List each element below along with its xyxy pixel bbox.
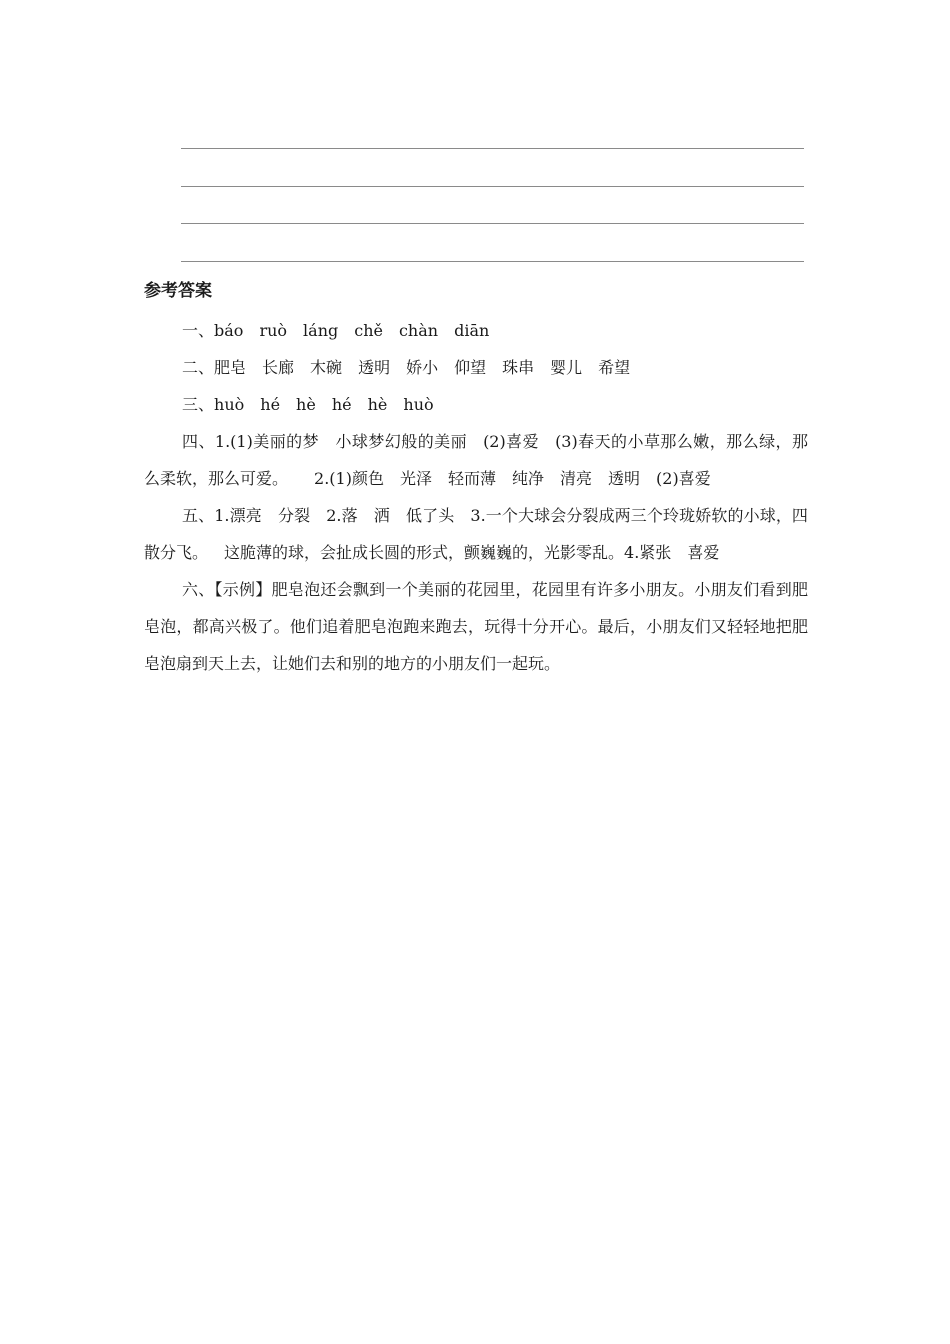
q4-part2-num: 2. [314, 469, 330, 488]
q5-part1-b: 分裂 [277, 506, 311, 525]
q3-item: hè [367, 395, 388, 414]
answer-key [144, 276, 808, 682]
writing-line [181, 261, 804, 262]
answer-q3 [144, 386, 808, 423]
q2-label: 二、 [182, 358, 215, 377]
q4-part1-c: (2)喜爱 [483, 432, 540, 451]
q5-label: 五、 [182, 506, 215, 525]
q1-item: ruò [259, 321, 288, 340]
q4-part1-num: 1. [214, 432, 231, 451]
q3-item: hé [260, 395, 281, 414]
q2-item: 木碗 [310, 358, 343, 377]
answer-q6 [144, 571, 808, 682]
q5-part2-c: 低了头 [405, 506, 455, 525]
q3-item: hè [296, 395, 316, 414]
q2-item: 仰望 [454, 358, 487, 377]
q5-part2-b: 洒 [373, 506, 390, 525]
q4-part2-b: (2)喜爱 [656, 469, 711, 488]
q4-part2-item: 透明 [608, 469, 641, 488]
q2-item: 婴儿 [550, 358, 583, 377]
answer-key-title: 参考答案 [144, 281, 212, 301]
answer-q2 [144, 349, 808, 386]
q5-part3: 3.一个大球会分裂成两三个玲珑娇软的小球，四散分飞。 [144, 506, 808, 562]
q2-item: 娇小 [406, 358, 439, 377]
q1-label: 一、 [182, 321, 215, 340]
q1-item: chě [354, 321, 383, 340]
answer-q4 [144, 423, 808, 497]
q2-item: 珠串 [502, 358, 535, 377]
q1-item: báo [214, 321, 244, 340]
q6-example-tag: 【示例】 [214, 580, 272, 599]
q4-label: 四、 [182, 432, 215, 451]
q4-part1-b: 小球梦幻般的美丽 [335, 432, 468, 451]
q6-label: 六、 [182, 580, 215, 599]
answer-q1 [144, 312, 808, 349]
q1-item: chàn [398, 321, 439, 340]
q1-item: láng [303, 321, 339, 340]
q4-part2-item: 纯净 [511, 469, 544, 488]
answer-q5 [144, 497, 808, 571]
q4-part1-a: (1)美丽的梦 [230, 432, 320, 451]
q3-item: huò [214, 395, 245, 414]
q4-part1-d: (3)春天的小草那么嫩，那么绿，那么柔软，那么可爱。 [144, 432, 808, 488]
q5-part4: 4.紧张 [624, 543, 672, 562]
q4-part2-item: (1)颜色 [329, 469, 384, 488]
q2-item: 透明 [358, 358, 391, 377]
q3-label: 三、 [182, 395, 215, 414]
q4-part2-item: 光泽 [399, 469, 432, 488]
q1-item: diān [454, 321, 490, 340]
q4-part2-item: 轻而薄 [447, 469, 496, 488]
q5-part1: 1.漂亮 [214, 506, 262, 525]
q4-part2-item: 清亮 [560, 469, 593, 488]
q2-item: 肥皂 [214, 358, 247, 377]
q5-part2: 2.落 [326, 506, 358, 525]
q5-part3-b: 这脆薄的球，会扯成长圆的形式，颤巍巍的，光影零乱。 [224, 543, 625, 562]
q3-item: hé [331, 395, 352, 414]
q6-text: 肥皂泡还会飘到一个美丽的花园里，花园里有许多小朋友。小朋友们看到肥皂泡，都高兴极了。他们追着肥皂泡跑来跑去，玩得十分开心。最后，小朋友们又轻轻地把肥皂泡扇到天上去，让她们去和别的地方的小朋友们一起玩。 [144, 580, 808, 673]
q2-item: 希望 [598, 358, 631, 377]
q3-item: huò [403, 395, 434, 414]
q5-part4-b: 喜爱 [687, 543, 720, 562]
writing-line [181, 186, 804, 187]
writing-line [181, 148, 804, 149]
writing-line [181, 223, 804, 224]
q2-item: 长廊 [262, 358, 295, 377]
